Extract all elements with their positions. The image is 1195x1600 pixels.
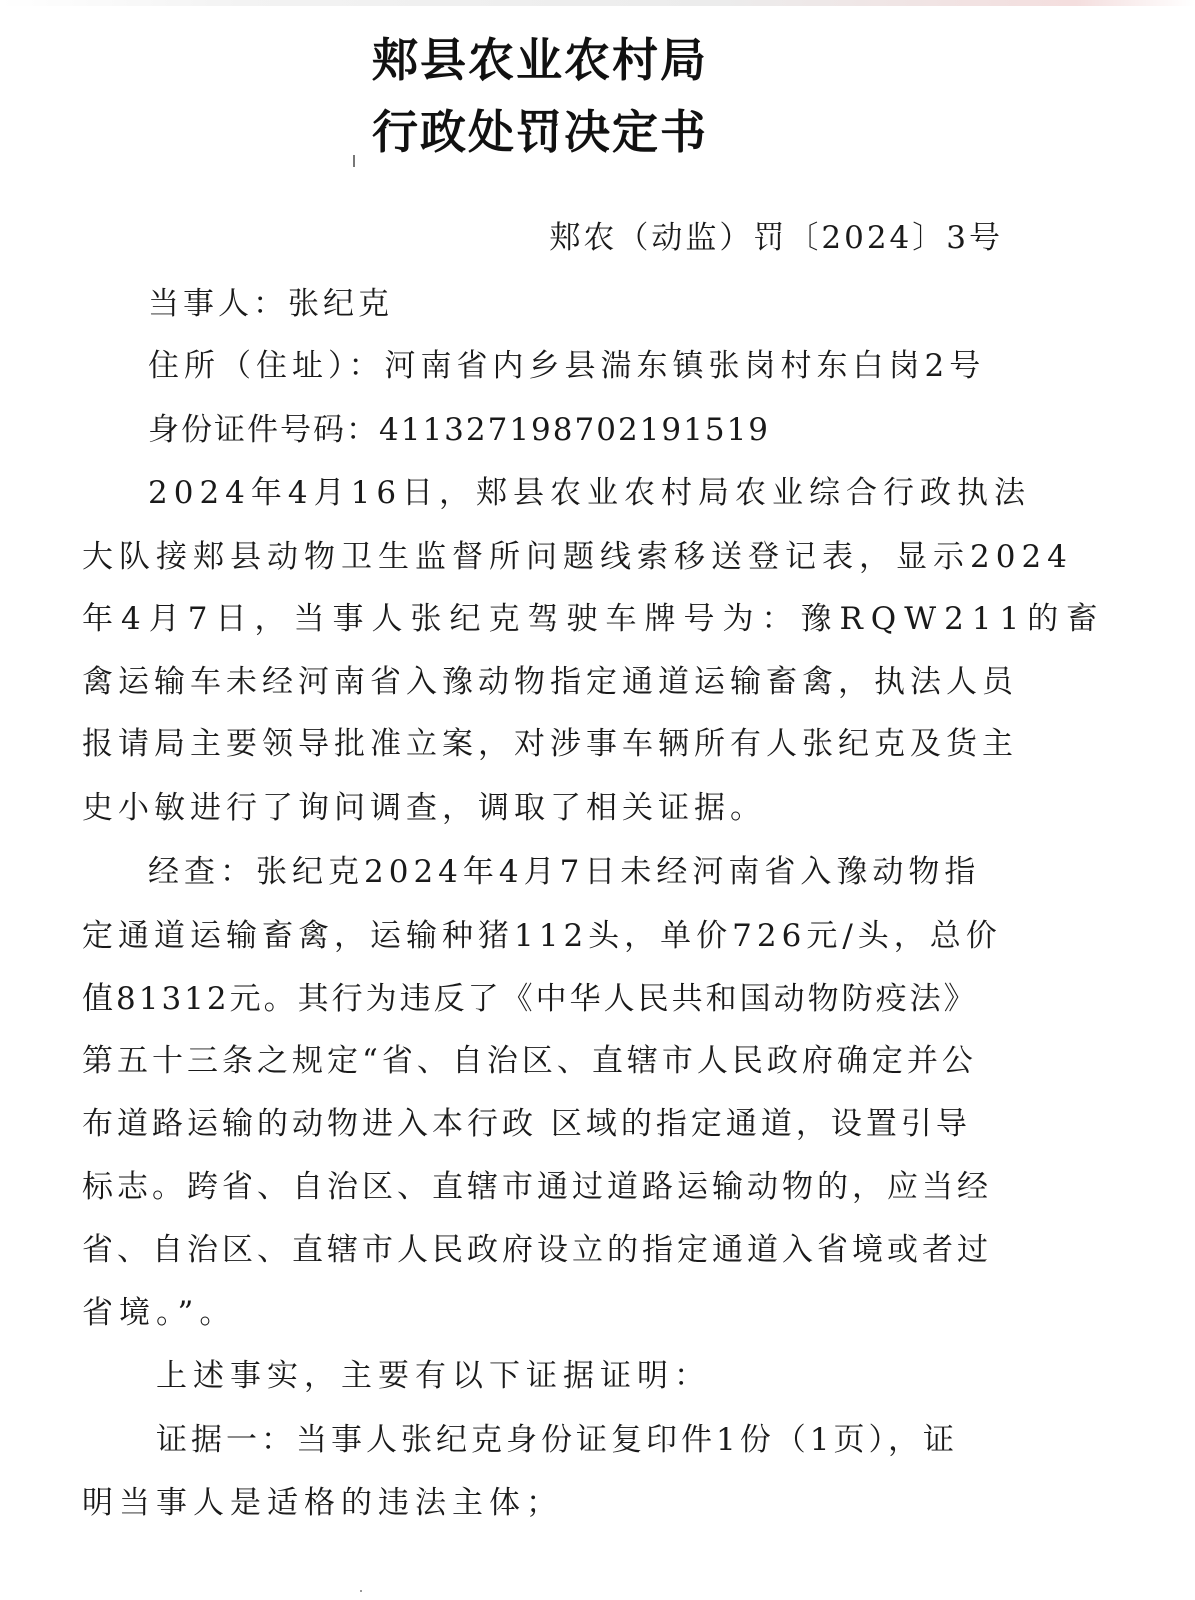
- body-line: 第五十三条之规定“省、自治区、直辖市人民政府确定并公: [82, 1043, 977, 1079]
- body-line: 上述事实，主要有以下证据证明：: [156, 1358, 711, 1394]
- body-line: 布道路运输的动物进入本行政 区域的指定通道，设置引导: [82, 1106, 971, 1142]
- body-line: 省、自治区、直辖市人民政府设立的指定通道入省境或者过: [82, 1232, 992, 1268]
- scan-speck: [360, 1590, 362, 1592]
- agency-title: 郏县农业农村局: [372, 33, 708, 87]
- document-number: 郏农（动监）罚〔2024〕3号: [549, 220, 1003, 256]
- body-line: 大队接郏县动物卫生监督所问题线索移送登记表，显示2024: [82, 539, 1073, 575]
- body-line: 报请局主要领导批准立案，对涉事车辆所有人张纪克及货主: [82, 726, 1018, 762]
- body-line: 省境。”。: [82, 1295, 237, 1331]
- document-type-title: 行政处罚决定书: [372, 105, 708, 159]
- scan-mark: [353, 155, 355, 167]
- scan-edge: [0, 0, 1195, 6]
- body-line: 禽运输车未经河南省入豫动物指定通道运输畜禽，执法人员: [82, 664, 1018, 700]
- body-line: 标志。跨省、自治区、直辖市通过道路运输动物的，应当经: [82, 1169, 992, 1205]
- body-line: 值81312元。其行为违反了《中华人民共和国动物防疫法》: [82, 981, 978, 1017]
- party-address: 住所（住址）：河南省内乡县湍东镇张岗村东白岗2号: [148, 348, 986, 384]
- party-id-number: 身份证件号码：411327198702191519: [148, 412, 771, 448]
- body-line: 明当事人是适格的违法主体；: [82, 1485, 563, 1521]
- body-line: 年4月7日，当事人张纪克驾驶车牌号为：豫RQW211的畜: [82, 601, 1106, 637]
- body-line: 史小敏进行了询问调查，调取了相关证据。: [82, 790, 766, 826]
- body-line: 2024年4月16日，郏县农业农村局农业综合行政执法: [148, 475, 1032, 511]
- body-line: 定通道运输畜禽，运输种猪112头，单价726元/头，总价: [82, 918, 1002, 954]
- party-name: 当事人：张纪克: [148, 286, 393, 322]
- body-line: 经查：张纪克2024年4月7日未经河南省入豫动物指: [148, 854, 981, 890]
- body-line: 证据一：当事人张纪克身份证复印件1份（1页），证: [156, 1422, 958, 1458]
